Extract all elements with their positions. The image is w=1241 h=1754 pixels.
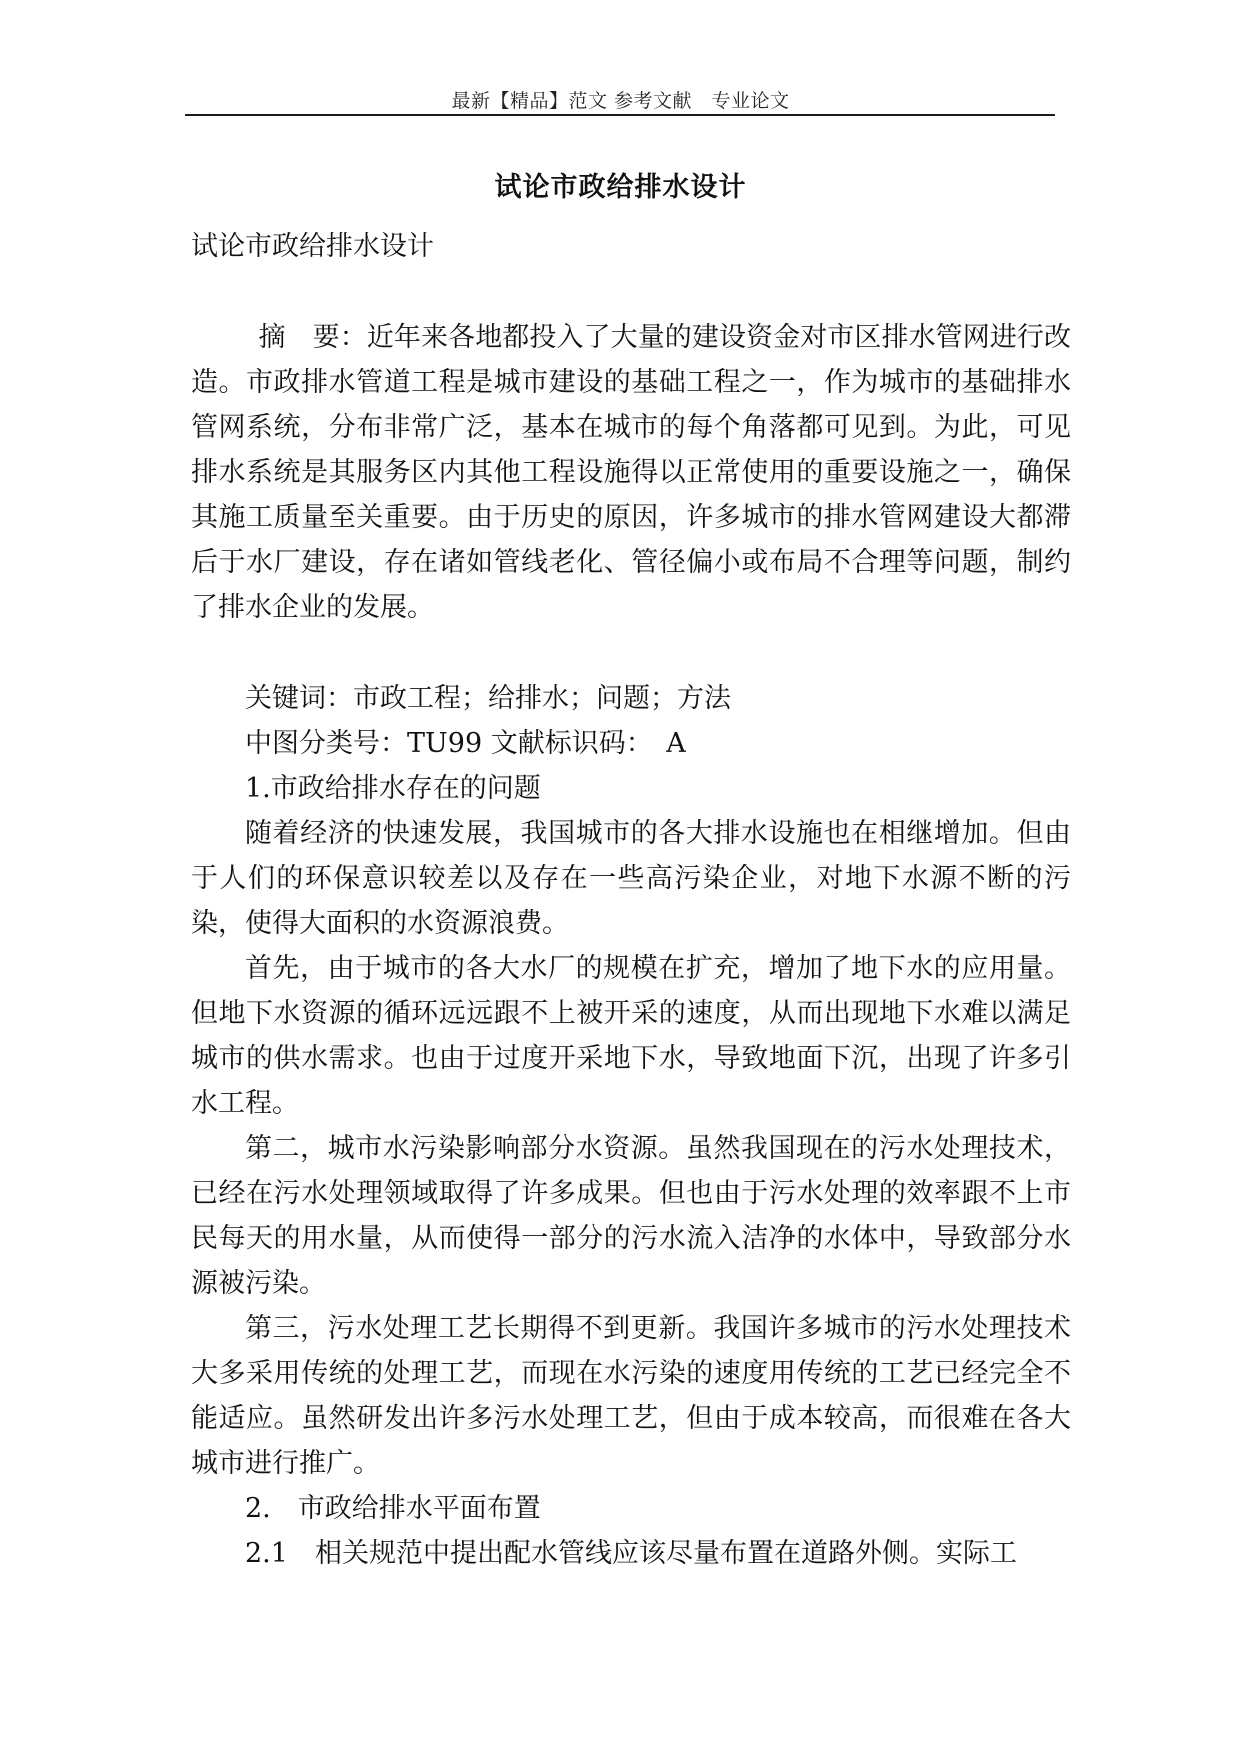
section-2-1-paragraph: 2.1 相关规范中提出配水管线应该尽量布置在道路外侧。实际工 [245, 1538, 1017, 1569]
header-divider [185, 114, 1055, 116]
abstract-paragraph: 摘 要：近年来各地都投入了大量的建设资金对市区排水管网进行改造。市政排水管道工程是城市建设的基础工程之一，作为城市的基础排水管网系统，分布非常广泛，基本在城市的每个角落都可见到。为此，可见排水系统是其服务区内其他工程设施得以正常使用的重要设施之一，确保其施工质量至关重要。由于历史的原因，许多城市的排水管网建设大都滞后于水厂建设，存在诸如管线老化、管径偏小或布局不合理等问题，制约了排水企业的发展。 [191, 322, 1071, 623]
section-heading-1: 1.市政给排水存在的问题 [245, 773, 541, 804]
section-1-paragraph-1: 随着经济的快速发展，我国城市的各大排水设施也在相继增加。但由于人们的环保意识较差以及存在一些高污染企业，对地下水源不断的污染，使得大面积的水资源浪费。 [191, 818, 1071, 939]
document-body [191, 224, 1071, 1576]
section-heading-2: 2. 市政给排水平面布置 [245, 1493, 541, 1524]
classification-line: 中图分类号：TU99 文献标识码： A [245, 728, 686, 759]
page-header: 最新【精品】范文 参考文献 专业论文 [451, 90, 790, 112]
section-1-paragraph-2: 首先，由于城市的各大水厂的规模在扩充，增加了地下水的应用量。但地下水资源的循环远远跟不上被开采的速度，从而出现地下水难以满足城市的供水需求。也由于过度开采地下水，导致地面下沉，出现了许多引水工程。 [191, 953, 1071, 1119]
document-title: 试论市政给排水设计 [494, 172, 747, 203]
document-subtitle: 试论市政给排水设计 [191, 231, 434, 262]
section-1-paragraph-4: 第三，污水处理工艺长期得不到更新。我国许多城市的污水处理技术大多采用传统的处理工艺，而现在水污染的速度用传统的工艺已经完全不能适应。虽然研发出许多污水处理工艺，但由于成本较高，而很难在各大城市进行推广。 [191, 1313, 1071, 1479]
section-1-paragraph-3: 第二，城市水污染影响部分水资源。虽然我国现在的污水处理技术，已经在污水处理领域取得了许多成果。但也由于污水处理的效率跟不上市民每天的用水量，从而使得一部分的污水流入洁净的水体中，导致部分水源被污染。 [191, 1133, 1071, 1299]
keywords-line: 关键词：市政工程；给排水；问题；方法 [245, 683, 731, 714]
